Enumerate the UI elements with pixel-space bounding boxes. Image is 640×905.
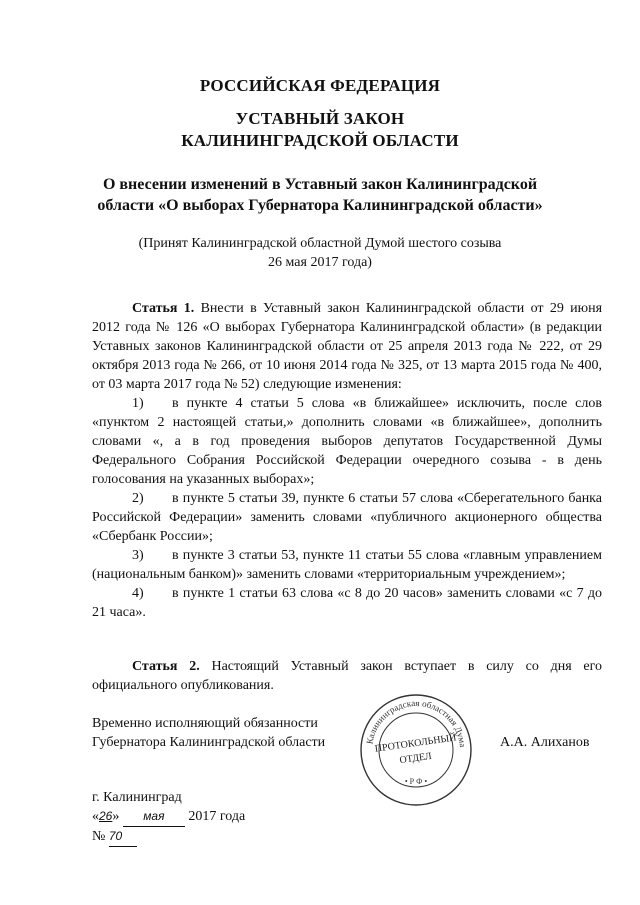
- stamp-center-line2: ОТДЕЛ: [398, 750, 433, 767]
- subject-title-line2: области «О выборах Губернатора Калининградской области»: [97, 197, 543, 214]
- law-type-heading: УСТАВНЫЙ ЗАКОН: [235, 109, 405, 128]
- number-field: [109, 827, 137, 847]
- list-item: [92, 394, 602, 489]
- list-item-number: 2): [132, 491, 144, 506]
- document-number: 70: [108, 829, 123, 843]
- list-item-number: 3): [132, 548, 144, 563]
- article-1-paragraph: [92, 299, 602, 394]
- date-open-quote: «: [92, 809, 99, 824]
- article-1-text: Внести в Уставный закон Калининградской области от 29 июня 2012 года № 126 «О выборах Губернатора Калининградской области» (в редакции Уставных законов Калининградской области от 25 апреля 2013 года № 222, от 29 октября 2013 года № 266, от 10 июня 2014 года № 325, от 13 марта 2015 года № 400, от 03 марта 2017 года № 52) следующие изменения:: [92, 301, 603, 392]
- list-item-text: в пункте 5 статьи 39, пункте 6 статьи 57 слова «Сберегательного банка Российской Федерации» заменить словами «публичного акционерного общества «Сбербанк России»;: [92, 491, 602, 544]
- list-item-number: 1): [132, 396, 144, 411]
- article-2-paragraph: [92, 657, 602, 695]
- list-item: [92, 584, 602, 622]
- date-month: мая: [143, 809, 165, 823]
- list-item-text: в пункте 1 статьи 63 слова «с 8 до 20 часов» заменить словами «с 7 до 21 часа».: [92, 586, 602, 620]
- number-label: №: [92, 829, 106, 844]
- official-stamp: [358, 692, 474, 808]
- list-item-number: 4): [132, 586, 144, 601]
- country-heading: РОССИЙСКАЯ ФЕДЕРАЦИЯ: [199, 76, 441, 95]
- adoption-note-line1: (Принят Калининградской областной Думой шестого созыва: [138, 236, 502, 251]
- article-1-label: Статья 1.: [132, 301, 195, 316]
- region-heading: КАЛИНИНГРАДСКОЙ ОБЛАСТИ: [181, 131, 459, 150]
- stamp-bottom-text: • Р Ф •: [404, 777, 428, 786]
- stamp-center-line1: ПРОТОКОЛЬНЫЙ: [374, 732, 458, 755]
- adoption-note-line2: 26 мая 2017 года): [268, 255, 372, 270]
- signatory-position-line1: Временно исполняющий обязанности: [92, 716, 318, 731]
- stamp-ring-text: Калининградская областная Дума: [364, 697, 468, 748]
- list-item: [92, 489, 602, 546]
- document-footer: [92, 788, 245, 847]
- article-2-label: Статья 2.: [132, 659, 200, 674]
- number-line: [92, 827, 245, 847]
- article-2: [92, 657, 602, 695]
- subject-title-line1: О внесении изменений в Уставный закон Калининградской: [102, 176, 538, 193]
- signatory-position-line2: Губернатора Калининградской области: [92, 735, 326, 750]
- date-month-field: [123, 807, 185, 827]
- date-day: 26: [99, 809, 113, 823]
- date-year: 2017 года: [188, 809, 246, 824]
- date-line: [92, 807, 245, 827]
- signatory-name: А.А. Алиханов: [500, 735, 590, 750]
- article-2-text: Настоящий Уставный закон вступает в силу со дня его официального опубликования.: [92, 659, 603, 693]
- list-item-text: в пункте 3 статьи 53, пункте 11 статьи 55 слова «главным управлением (национальным банком)» заменить словами «территориальным учреждением»;: [92, 548, 602, 582]
- city-line: г. Калининград: [92, 790, 182, 805]
- date-close-quote: »: [112, 809, 120, 824]
- article-1: [92, 299, 602, 622]
- list-item: [92, 546, 602, 584]
- list-item-text: в пункте 4 статьи 5 слова «в ближайшее» исключить, после слов «пунктом 2 настоящей статьи,» дополнить словами «в ближайшее», дополнить словами «, а в год проведения выборов депутатов Государственной Думы Федерального Собрания Российской Федерации очередного созыва - в день голосования на указанных выборах»;: [92, 396, 602, 487]
- signatory-position: [92, 714, 325, 752]
